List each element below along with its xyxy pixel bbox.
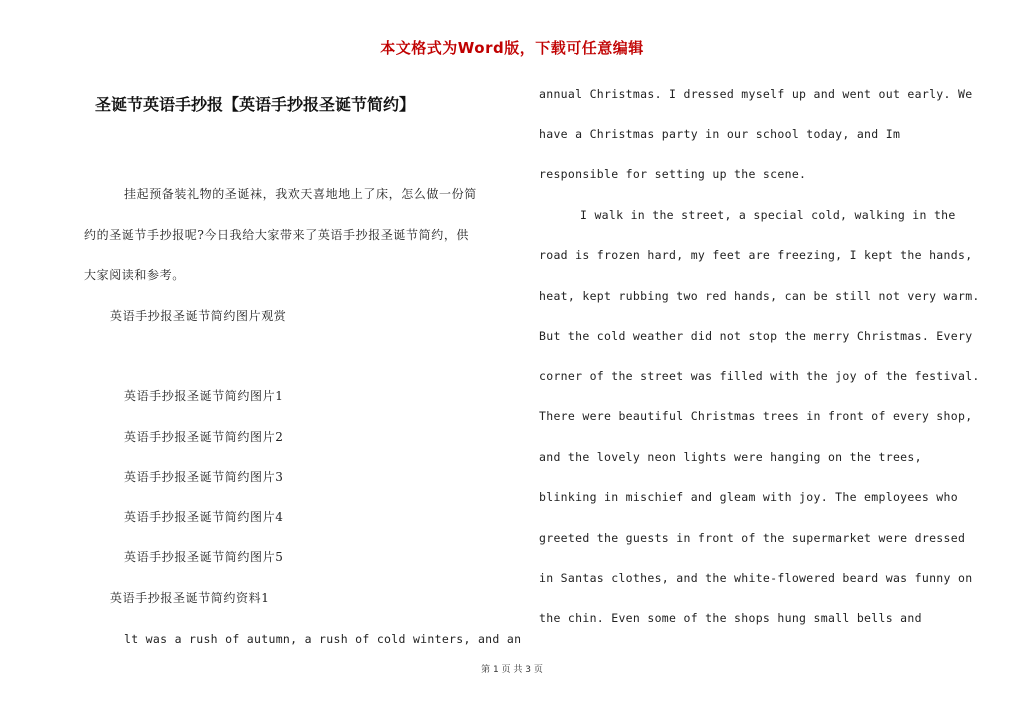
paragraph-line: heat, kept rubbing two red hands, can be still not very warm.	[539, 289, 980, 303]
paragraph-line: 约的圣诞节手抄报呢?今日我给大家带来了英语手抄报圣诞节简约，供	[84, 228, 470, 242]
paragraph-line: the chin. Even some of the shops hung small bells and	[539, 611, 922, 625]
image-caption: 英语手抄报圣诞节简约图片3	[124, 470, 284, 484]
edit-notice-banner: 本文格式为Word版，下载可任意编辑	[380, 39, 644, 57]
paragraph-line: annual Christmas. I dressed myself up and went out early. We	[539, 87, 973, 101]
image-caption: 英语手抄报圣诞节简约图片4	[124, 510, 284, 524]
paragraph-line: in Santas clothes, and the white-flowered beard was funny on	[539, 571, 973, 585]
paragraph-line: I walk in the street, a special cold, walking in the	[580, 208, 956, 222]
paragraph-line: blinking in mischief and gleam with joy. The employees who	[539, 490, 958, 504]
paragraph-line: responsible for setting up the scene.	[539, 167, 807, 181]
image-caption: 英语手抄报圣诞节简约图片1	[124, 389, 284, 403]
paragraph-line: 大家阅读和参考。	[84, 268, 185, 282]
section-heading: 英语手抄报圣诞节简约图片观赏	[110, 309, 287, 323]
paragraph-line: There were beautiful Christmas trees in front of every shop,	[539, 409, 973, 423]
paragraph-line: 挂起预备装礼物的圣诞袜，我欢天喜地地上了床，怎么做一份简	[124, 187, 477, 201]
paragraph-line: lt was a rush of autumn, a rush of cold winters, and an	[124, 632, 522, 646]
image-caption: 英语手抄报圣诞节简约图片2	[124, 430, 284, 444]
paragraph-line: have a Christmas party in our school today, and Im	[539, 127, 901, 141]
document-title: 圣诞节英语手抄报【英语手抄报圣诞节简约】	[95, 95, 416, 114]
section-heading: 英语手抄报圣诞节简约资料1	[110, 591, 270, 605]
paragraph-line: road is frozen hard, my feet are freezing, I kept the hands,	[539, 248, 973, 262]
paragraph-line: But the cold weather did not stop the merry Christmas. Every	[539, 329, 973, 343]
paragraph-line: corner of the street was filled with the joy of the festival.	[539, 369, 980, 383]
image-caption: 英语手抄报圣诞节简约图片5	[124, 550, 284, 564]
page-number: 第 1 页 共 3 页	[481, 665, 543, 675]
paragraph-line: and the lovely neon lights were hanging on the trees,	[539, 450, 922, 464]
paragraph-line: greeted the guests in front of the supermarket were dressed	[539, 531, 966, 545]
